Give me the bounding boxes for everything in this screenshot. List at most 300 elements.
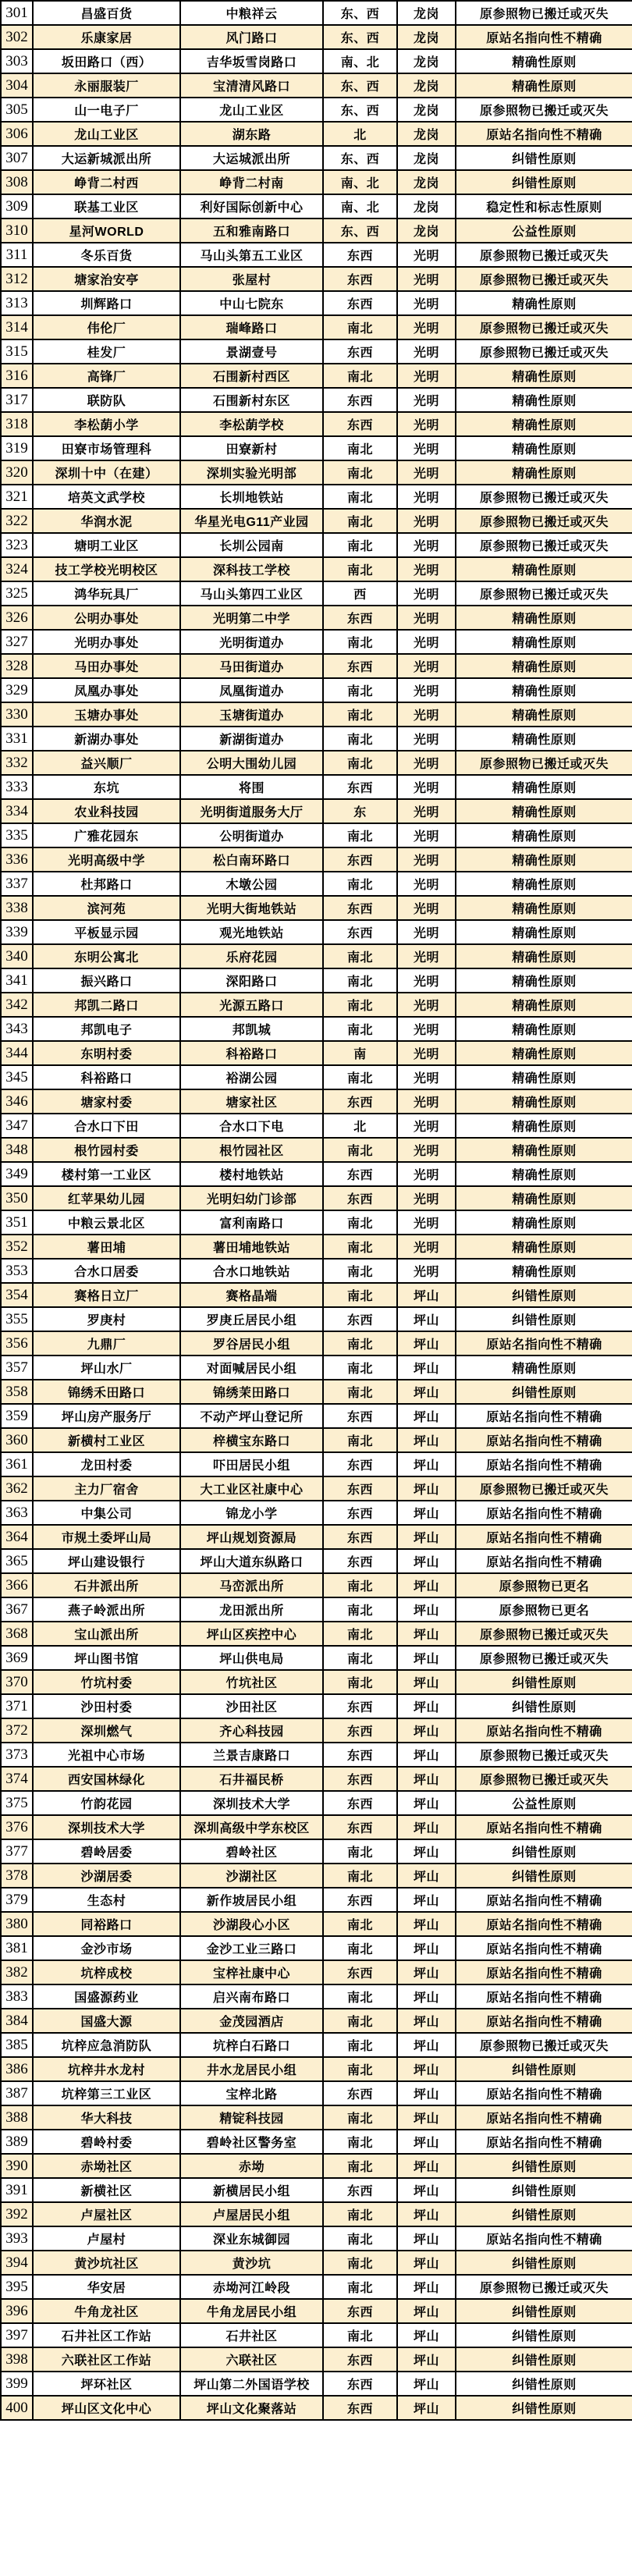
table-row <box>1 654 632 678</box>
old-stop-name-cell: 培英文武学校 <box>33 485 180 509</box>
table-row <box>1 1138 632 1162</box>
row-number-cell: 306 <box>1 122 33 146</box>
direction-cell: 南北 <box>323 727 397 751</box>
table-row <box>1 1912 632 1936</box>
new-stop-name-cell: 金茂园酒店 <box>180 2009 323 2033</box>
row-number-cell: 383 <box>1 1984 33 2009</box>
row-number-cell: 364 <box>1 1525 33 1549</box>
reason-cell: 纠错性原则 <box>456 2202 632 2226</box>
direction-cell: 东西 <box>323 1089 397 1114</box>
district-cell: 光明 <box>397 1089 456 1114</box>
direction-cell: 南北 <box>323 1210 397 1235</box>
table-row <box>1 1476 632 1501</box>
district-cell: 坪山 <box>397 1404 456 1428</box>
old-stop-name-cell: 金沙市场 <box>33 1936 180 1960</box>
row-number-cell: 393 <box>1 2226 33 2251</box>
reason-cell: 精确性原则 <box>456 1235 632 1259</box>
new-stop-name-cell: 景湖壹号 <box>180 339 323 364</box>
reason-cell: 原站名指向性不精确 <box>456 1501 632 1525</box>
old-stop-name-cell: 赛格日立厂 <box>33 1283 180 1307</box>
district-cell: 坪山 <box>397 1960 456 1984</box>
new-stop-name-cell: 深阳路口 <box>180 968 323 993</box>
row-number-cell: 344 <box>1 1041 33 1065</box>
old-stop-name-cell: 碧岭村委 <box>33 2130 180 2154</box>
old-stop-name-cell: 光明高级中学 <box>33 847 180 872</box>
table-row <box>1 847 632 872</box>
row-number-cell: 330 <box>1 702 33 727</box>
table-row <box>1 533 632 557</box>
table-row <box>1 460 632 485</box>
new-stop-name-cell: 坪山文化聚落站 <box>180 2396 323 2420</box>
row-number-cell: 305 <box>1 98 33 122</box>
old-stop-name-cell: 光明办事处 <box>33 630 180 654</box>
row-number-cell: 380 <box>1 1912 33 1936</box>
reason-cell: 纠错性原则 <box>456 2372 632 2396</box>
table-row <box>1 1791 632 1815</box>
direction-cell: 南北 <box>323 315 397 339</box>
old-stop-name-cell: 平板显示园 <box>33 920 180 944</box>
old-stop-name-cell: 光祖中心市场 <box>33 1743 180 1767</box>
table-row <box>1 1960 632 1984</box>
old-stop-name-cell: 主力厂宿舍 <box>33 1476 180 1501</box>
district-cell: 光明 <box>397 412 456 436</box>
old-stop-name-cell: 华安居 <box>33 2275 180 2299</box>
reason-cell: 原站名指向性不精确 <box>456 1452 632 1476</box>
reason-cell: 原参照物已搬迁或灭失 <box>456 339 632 364</box>
table-row <box>1 2275 632 2299</box>
table-row <box>1 727 632 751</box>
new-stop-name-cell: 深业东城御园 <box>180 2226 323 2251</box>
old-stop-name-cell: 根竹园村委 <box>33 1138 180 1162</box>
reason-cell: 纠错性原则 <box>456 170 632 194</box>
direction-cell: 东西 <box>323 1718 397 1743</box>
old-stop-name-cell: 山一电子厂 <box>33 98 180 122</box>
row-number-cell: 327 <box>1 630 33 654</box>
direction-cell: 东西 <box>323 412 397 436</box>
row-number-cell: 368 <box>1 1622 33 1646</box>
new-stop-name-cell: 宝清清风路口 <box>180 73 323 98</box>
direction-cell: 东西 <box>323 1525 397 1549</box>
row-number-cell: 386 <box>1 2057 33 2081</box>
old-stop-name-cell: 东明村委 <box>33 1041 180 1065</box>
old-stop-name-cell: 坪山水厂 <box>33 1356 180 1380</box>
district-cell: 光明 <box>397 315 456 339</box>
new-stop-name-cell: 兰景吉康路口 <box>180 1743 323 1767</box>
new-stop-name-cell: 富利南路口 <box>180 1210 323 1235</box>
table-row <box>1 1452 632 1476</box>
old-stop-name-cell: 楼村第一工业区 <box>33 1162 180 1186</box>
row-number-cell: 382 <box>1 1960 33 1984</box>
reason-cell: 纠错性原则 <box>456 146 632 170</box>
direction-cell: 南北 <box>323 1380 397 1404</box>
row-number-cell: 323 <box>1 533 33 557</box>
old-stop-name-cell: 昌盛百货 <box>33 1 180 25</box>
district-cell: 坪山 <box>397 2154 456 2178</box>
district-cell: 光明 <box>397 702 456 727</box>
reason-cell: 精确性原则 <box>456 896 632 920</box>
old-stop-name-cell: 广雅花园东 <box>33 823 180 847</box>
table-row <box>1 1041 632 1065</box>
direction-cell: 南北 <box>323 1646 397 1670</box>
reason-cell: 原站名指向性不精确 <box>456 2081 632 2105</box>
old-stop-name-cell: 星河WORLD <box>33 219 180 243</box>
new-stop-name-cell: 赛格晶端 <box>180 1283 323 1307</box>
table-row <box>1 1235 632 1259</box>
reason-cell: 原站名指向性不精确 <box>456 2226 632 2251</box>
new-stop-name-cell: 乐府花园 <box>180 944 323 968</box>
table-row <box>1 1646 632 1670</box>
reason-cell: 原参照物已搬迁或灭失 <box>456 485 632 509</box>
row-number-cell: 352 <box>1 1235 33 1259</box>
table-row <box>1 630 632 654</box>
table-row <box>1 2226 632 2251</box>
old-stop-name-cell: 振兴路口 <box>33 968 180 993</box>
new-stop-name-cell: 瑞峰路口 <box>180 315 323 339</box>
new-stop-name-cell: 龙田派出所 <box>180 1597 323 1622</box>
direction-cell: 东西 <box>323 388 397 412</box>
old-stop-name-cell: 中集公司 <box>33 1501 180 1525</box>
table-row <box>1 98 632 122</box>
old-stop-name-cell: 龙田村委 <box>33 1452 180 1476</box>
reason-cell: 精确性原则 <box>456 1017 632 1041</box>
reason-cell: 纠错性原则 <box>456 1307 632 1331</box>
district-cell: 光明 <box>397 460 456 485</box>
direction-cell: 东西 <box>323 606 397 630</box>
old-stop-name-cell: 东坑 <box>33 775 180 799</box>
district-cell: 光明 <box>397 775 456 799</box>
direction-cell: 东西 <box>323 339 397 364</box>
table-row <box>1 1162 632 1186</box>
new-stop-name-cell: 启兴南布路口 <box>180 1984 323 2009</box>
table-row <box>1 1743 632 1767</box>
table-row <box>1 170 632 194</box>
row-number-cell: 365 <box>1 1549 33 1573</box>
district-cell: 光明 <box>397 1065 456 1089</box>
row-number-cell: 360 <box>1 1428 33 1452</box>
district-cell: 光明 <box>397 243 456 267</box>
old-stop-name-cell: 深圳十中（在建） <box>33 460 180 485</box>
row-number-cell: 354 <box>1 1283 33 1307</box>
old-stop-name-cell: 华大科技 <box>33 2105 180 2130</box>
district-cell: 光明 <box>397 1041 456 1065</box>
district-cell: 光明 <box>397 1114 456 1138</box>
new-stop-name-cell: 井水龙居民小组 <box>180 2057 323 2081</box>
new-stop-name-cell: 马峦派出所 <box>180 1573 323 1597</box>
row-number-cell: 381 <box>1 1936 33 1960</box>
reason-cell: 原参照物已搬迁或灭失 <box>456 2033 632 2057</box>
district-cell: 坪山 <box>397 2396 456 2420</box>
direction-cell: 南北 <box>323 1259 397 1283</box>
district-cell: 光明 <box>397 1235 456 1259</box>
old-stop-name-cell: 薯田埔 <box>33 1235 180 1259</box>
new-stop-name-cell: 光明第二中学 <box>180 606 323 630</box>
direction-cell: 南 <box>323 1041 397 1065</box>
reason-cell: 精确性原则 <box>456 944 632 968</box>
direction-cell: 南北 <box>323 993 397 1017</box>
new-stop-name-cell: 深圳实验光明部 <box>180 460 323 485</box>
reason-cell: 原站名指向性不精确 <box>456 25 632 49</box>
new-stop-name-cell: 田寮新村 <box>180 436 323 460</box>
new-stop-name-cell: 玉塘街道办 <box>180 702 323 727</box>
row-number-cell: 336 <box>1 847 33 872</box>
table-row <box>1 1767 632 1791</box>
table-row <box>1 1573 632 1597</box>
new-stop-name-cell: 中山七院东 <box>180 291 323 315</box>
reason-cell: 精确性原则 <box>456 1114 632 1138</box>
row-number-cell: 322 <box>1 509 33 533</box>
district-cell: 坪山 <box>397 1331 456 1356</box>
old-stop-name-cell: 生态村 <box>33 1888 180 1912</box>
row-number-cell: 397 <box>1 2323 33 2347</box>
table-row <box>1 1888 632 1912</box>
reason-cell: 精确性原则 <box>456 1356 632 1380</box>
direction-cell: 南、北 <box>323 49 397 73</box>
district-cell: 坪山 <box>397 2202 456 2226</box>
new-stop-name-cell: 光明街道办 <box>180 630 323 654</box>
direction-cell: 东西 <box>323 2081 397 2105</box>
reason-cell: 精确性原则 <box>456 557 632 581</box>
new-stop-name-cell: 坪山大道东纵路口 <box>180 1549 323 1573</box>
old-stop-name-cell: 联基工业区 <box>33 194 180 219</box>
row-number-cell: 351 <box>1 1210 33 1235</box>
row-number-cell: 361 <box>1 1452 33 1476</box>
old-stop-name-cell: 西安国林绿化 <box>33 1767 180 1791</box>
district-cell: 龙岗 <box>397 219 456 243</box>
old-stop-name-cell: 永丽服装厂 <box>33 73 180 98</box>
direction-cell: 南北 <box>323 823 397 847</box>
direction-cell: 东西 <box>323 1960 397 1984</box>
reason-cell: 精确性原则 <box>456 920 632 944</box>
reason-cell: 精确性原则 <box>456 1186 632 1210</box>
district-cell: 光明 <box>397 993 456 1017</box>
table-row <box>1 1 632 25</box>
reason-cell: 原站名指向性不精确 <box>456 1404 632 1428</box>
new-stop-name-cell: 罗谷居民小组 <box>180 1331 323 1356</box>
old-stop-name-cell: 宝山派出所 <box>33 1622 180 1646</box>
new-stop-name-cell: 塘家社区 <box>180 1089 323 1114</box>
row-number-cell: 345 <box>1 1065 33 1089</box>
row-number-cell: 395 <box>1 2275 33 2299</box>
new-stop-name-cell: 利好国际创新中心 <box>180 194 323 219</box>
old-stop-name-cell: 坂田路口（西） <box>33 49 180 73</box>
direction-cell: 南北 <box>323 557 397 581</box>
district-cell: 光明 <box>397 509 456 533</box>
table-row <box>1 1259 632 1283</box>
table-body <box>1 1 632 2420</box>
district-cell: 光明 <box>397 1210 456 1235</box>
new-stop-name-cell: 金沙工业三路口 <box>180 1936 323 1960</box>
reason-cell: 纠错性原则 <box>456 1694 632 1718</box>
reason-cell: 精确性原则 <box>456 460 632 485</box>
new-stop-name-cell: 新湖街道办 <box>180 727 323 751</box>
table-row <box>1 1501 632 1525</box>
reason-cell: 纠错性原则 <box>456 1864 632 1888</box>
direction-cell: 南北 <box>323 460 397 485</box>
reason-cell: 精确性原则 <box>456 678 632 702</box>
table-row <box>1 823 632 847</box>
row-number-cell: 399 <box>1 2372 33 2396</box>
new-stop-name-cell: 石围新村西区 <box>180 364 323 388</box>
direction-cell: 东西 <box>323 1404 397 1428</box>
district-cell: 坪山 <box>397 1984 456 2009</box>
district-cell: 坪山 <box>397 1718 456 1743</box>
new-stop-name-cell: 光明街道服务大厅 <box>180 799 323 823</box>
row-number-cell: 342 <box>1 993 33 1017</box>
direction-cell: 南北 <box>323 2105 397 2130</box>
direction-cell: 东西 <box>323 1307 397 1331</box>
row-number-cell: 396 <box>1 2299 33 2323</box>
reason-cell: 纠错性原则 <box>456 2178 632 2202</box>
new-stop-name-cell: 光源五路口 <box>180 993 323 1017</box>
reason-cell: 原参照物已搬迁或灭失 <box>456 751 632 775</box>
old-stop-name-cell: 塘家村委 <box>33 1089 180 1114</box>
reason-cell: 原站名指向性不精确 <box>456 2105 632 2130</box>
old-stop-name-cell: 圳辉路口 <box>33 291 180 315</box>
reason-cell: 纠错性原则 <box>456 1283 632 1307</box>
direction-cell: 南北 <box>323 872 397 896</box>
old-stop-name-cell: 卢屋社区 <box>33 2202 180 2226</box>
district-cell: 光明 <box>397 1259 456 1283</box>
district-cell: 坪山 <box>397 1476 456 1501</box>
old-stop-name-cell: 大运新城派出所 <box>33 146 180 170</box>
new-stop-name-cell: 新横居民小组 <box>180 2178 323 2202</box>
row-number-cell: 378 <box>1 1864 33 1888</box>
old-stop-name-cell: 赤坳社区 <box>33 2154 180 2178</box>
reason-cell: 原站名指向性不精确 <box>456 1936 632 1960</box>
table-row <box>1 678 632 702</box>
new-stop-name-cell: 峥背二村南 <box>180 170 323 194</box>
reason-cell: 原站名指向性不精确 <box>456 1888 632 1912</box>
reason-cell: 原站名指向性不精确 <box>456 1718 632 1743</box>
district-cell: 光明 <box>397 291 456 315</box>
reason-cell: 精确性原则 <box>456 1138 632 1162</box>
row-number-cell: 362 <box>1 1476 33 1501</box>
direction-cell: 南北 <box>323 1331 397 1356</box>
old-stop-name-cell: 滨河苑 <box>33 896 180 920</box>
district-cell: 光明 <box>397 823 456 847</box>
reason-cell: 精确性原则 <box>456 1041 632 1065</box>
reason-cell: 原站名指向性不精确 <box>456 1525 632 1549</box>
row-number-cell: 374 <box>1 1767 33 1791</box>
new-stop-name-cell: 将围 <box>180 775 323 799</box>
old-stop-name-cell: 国盛源药业 <box>33 1984 180 2009</box>
direction-cell: 东西 <box>323 1743 397 1767</box>
table-row <box>1 920 632 944</box>
direction-cell: 东西 <box>323 2372 397 2396</box>
old-stop-name-cell: 沙湖居委 <box>33 1864 180 1888</box>
district-cell: 龙岗 <box>397 170 456 194</box>
new-stop-name-cell: 张屋村 <box>180 267 323 291</box>
old-stop-name-cell: 凤凰办事处 <box>33 678 180 702</box>
reason-cell: 精确性原则 <box>456 872 632 896</box>
district-cell: 坪山 <box>397 1452 456 1476</box>
row-number-cell: 326 <box>1 606 33 630</box>
row-number-cell: 358 <box>1 1380 33 1404</box>
reason-cell: 纠错性原则 <box>456 2396 632 2420</box>
old-stop-name-cell: 新横村工业区 <box>33 1428 180 1452</box>
direction-cell: 南北 <box>323 2323 397 2347</box>
reason-cell: 原参照物已更名 <box>456 1573 632 1597</box>
old-stop-name-cell: 市规土委坪山局 <box>33 1525 180 1549</box>
row-number-cell: 304 <box>1 73 33 98</box>
new-stop-name-cell: 宝梓社康中心 <box>180 1960 323 1984</box>
old-stop-name-cell: 沙田村委 <box>33 1694 180 1718</box>
new-stop-name-cell: 石井福民桥 <box>180 1767 323 1791</box>
reason-cell: 精确性原则 <box>456 49 632 73</box>
old-stop-name-cell: 坑梓成校 <box>33 1960 180 1984</box>
reason-cell: 公益性原则 <box>456 219 632 243</box>
row-number-cell: 328 <box>1 654 33 678</box>
new-stop-name-cell: 锦绣茉田路口 <box>180 1380 323 1404</box>
district-cell: 坪山 <box>397 2323 456 2347</box>
direction-cell: 东西 <box>323 1694 397 1718</box>
district-cell: 坪山 <box>397 2009 456 2033</box>
new-stop-name-cell: 李松蓢学校 <box>180 412 323 436</box>
reason-cell: 精确性原则 <box>456 727 632 751</box>
table-row <box>1 2251 632 2275</box>
new-stop-name-cell: 吓田居民小组 <box>180 1452 323 1476</box>
new-stop-name-cell: 观光地铁站 <box>180 920 323 944</box>
district-cell: 光明 <box>397 920 456 944</box>
old-stop-name-cell: 坪山房产服务厅 <box>33 1404 180 1428</box>
district-cell: 光明 <box>397 364 456 388</box>
district-cell: 坪山 <box>397 2299 456 2323</box>
row-number-cell: 346 <box>1 1089 33 1114</box>
reason-cell: 原参照物已搬迁或灭失 <box>456 1767 632 1791</box>
row-number-cell: 359 <box>1 1404 33 1428</box>
table-row <box>1 2105 632 2130</box>
old-stop-name-cell: 国盛大源 <box>33 2009 180 2033</box>
row-number-cell: 341 <box>1 968 33 993</box>
direction-cell: 东、西 <box>323 219 397 243</box>
district-cell: 光明 <box>397 630 456 654</box>
direction-cell: 东西 <box>323 1476 397 1501</box>
new-stop-name-cell: 精锭科技园 <box>180 2105 323 2130</box>
old-stop-name-cell: 罗庚村 <box>33 1307 180 1331</box>
reason-cell: 精确性原则 <box>456 73 632 98</box>
table-row <box>1 1404 632 1428</box>
row-number-cell: 314 <box>1 315 33 339</box>
row-number-cell: 320 <box>1 460 33 485</box>
direction-cell: 南北 <box>323 678 397 702</box>
direction-cell: 东 <box>323 799 397 823</box>
district-cell: 坪山 <box>397 1912 456 1936</box>
old-stop-name-cell: 黄沙坑社区 <box>33 2251 180 2275</box>
district-cell: 坪山 <box>397 2226 456 2251</box>
new-stop-name-cell: 凤凰街道办 <box>180 678 323 702</box>
direction-cell: 东西 <box>323 920 397 944</box>
table-row <box>1 1839 632 1864</box>
row-number-cell: 301 <box>1 1 33 25</box>
direction-cell: 东西 <box>323 291 397 315</box>
district-cell: 光明 <box>397 485 456 509</box>
old-stop-name-cell: 石井派出所 <box>33 1573 180 1597</box>
row-number-cell: 392 <box>1 2202 33 2226</box>
table-row <box>1 146 632 170</box>
table-row <box>1 315 632 339</box>
reason-cell: 精确性原则 <box>456 412 632 436</box>
district-cell: 光明 <box>397 436 456 460</box>
reason-cell: 纠错性原则 <box>456 2057 632 2081</box>
district-cell: 坪山 <box>397 2033 456 2057</box>
new-stop-name-cell: 中粮祥云 <box>180 1 323 25</box>
reason-cell: 精确性原则 <box>456 388 632 412</box>
reason-cell: 原参照物已搬迁或灭失 <box>456 98 632 122</box>
district-cell: 坪山 <box>397 1525 456 1549</box>
district-cell: 光明 <box>397 847 456 872</box>
direction-cell: 南北 <box>323 2202 397 2226</box>
row-number-cell: 355 <box>1 1307 33 1331</box>
